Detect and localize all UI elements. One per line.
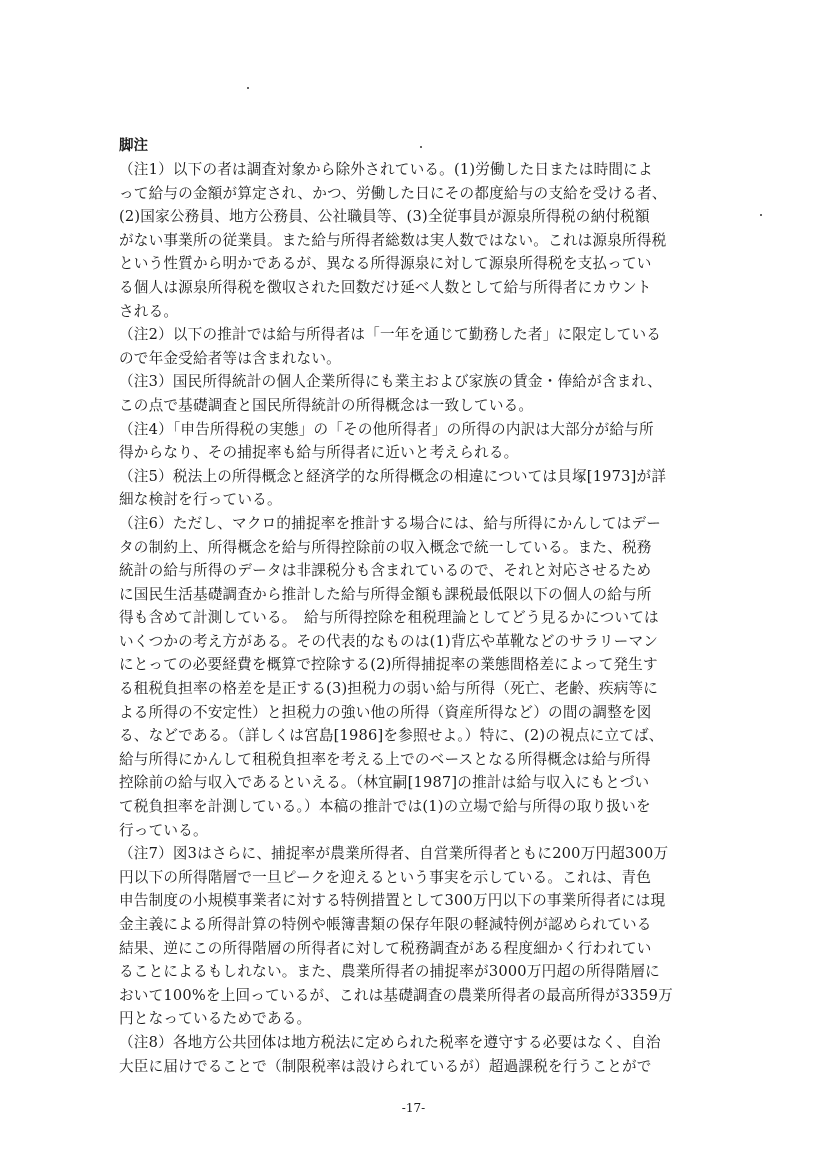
text-line: （注1）以下の者は調査対象から除外されている。(1)労働した日または時間によ (119, 161, 653, 178)
text-line: 給与所得にかんして租税負担率を考える上でのベースとなる所得概念は給与所得 (119, 750, 651, 768)
text-line: （注8）各地方公共団体は地方税法に定められた税率を遵守する必要はなく、自治 (119, 1033, 661, 1051)
text-line: がない事業所の従業員。また給与所得者総数は実人数ではない。これは源泉所得税 (119, 231, 667, 249)
scan-speck (760, 214, 762, 216)
text-line: （注2）以下の推計では給与所得者は「一年を通じて勤務した者」に限定している (119, 326, 662, 344)
text-line: （注4）「申告所得税の実態」の「その他所得者」の所得の内訳は大部分が給与所 (119, 420, 654, 438)
text-line: 申告制度の小規模事業者に対する特例措置として300万円以下の事業所得者には現 (119, 892, 666, 910)
text-line: よる所得の不安定性）と担税力の強い他の所得（資産所得など）の間の調整を図 (119, 703, 652, 721)
footnotes-heading: 脚注 (119, 137, 148, 154)
text-line: （注3）国民所得統計の個人企業所得にも業主および家族の賃金・俸給が含まれ、 (119, 373, 662, 391)
text-line: ので年金受給者等は含まれない。 (119, 349, 341, 367)
text-line: 行っている。 (119, 821, 208, 839)
text-line: （注6）ただし、マクロ的捕捉率を推計する場合には、給与所得にかんしてはデー (119, 514, 662, 532)
text-line: 結果、逆にこの所得階層の所得者に対して税務調査がある程度細かく行われてい (119, 939, 652, 957)
text-line: 統計の給与所得のデータは非課税分も含まれているので、それと対応させるため (119, 562, 652, 580)
text-line: る個人は源泉所得税を徴収された回数だけ延べ人数として給与所得者にカウント (119, 278, 652, 296)
text-line: て税負担率を計測している。）本稿の推計では(1)の立場で給与所得の取り扱いを (119, 798, 651, 816)
footnotes-body (119, 158, 725, 1102)
text-line: にとっての必要経費を概算で控除する(2)所得捕捉率の業態間格差によって発生す (119, 656, 658, 674)
scan-speck (420, 146, 422, 148)
page-number: -17- (401, 1101, 426, 1115)
text-line: 得からなり、その捕捉率も給与所得者に近いと考えられる。 (119, 444, 519, 462)
text-line: 細な検討を行っている。 (119, 491, 282, 509)
text-line: この点で基礎調査と国民所得統計の所得概念は一致している。 (119, 396, 534, 414)
scan-speck (247, 87, 249, 89)
text-line: という性質から明かであるが、異なる所得源泉に対して源泉所得税を支払ってい (119, 255, 652, 273)
text-line: 円以下の所得階層で一旦ピークを迎えるという事実を示している。これは、青色 (119, 868, 651, 886)
text-line: 控除前の給与収入であるといえる。（林宜嗣[1987]の推計は給与収入にもとづい (119, 774, 650, 792)
text-line: （注7）図3はさらに、捕捉率が農業所得者、自営業所得者ともに200万円超300万 (119, 845, 669, 863)
text-line: る租税負担率の格差を是正する(3)担税力の弱い給与所得（死亡、老齢、疾病等に (119, 680, 659, 698)
text-line: 大臣に届けでることで（制限税率は設けられているが）超過課税を行うことがで (119, 1057, 652, 1075)
text-line: おいて100%を上回っているが、これは基礎調査の農業所得者の最高所得が3359万 (119, 986, 673, 1004)
text-line: に国民生活基礎調査から推計した給与所得金額も課税最低限以下の個人の給与所 (119, 585, 652, 603)
text-line: 金主義による所得計算の特例や帳簿書類の保存年限の軽減特例が認められている (119, 916, 652, 933)
text-line: 円となっているためである。 (119, 1010, 312, 1028)
text-line: （注5）税法上の所得概念と経済学的な所得概念の相違については貝塚[1973]が詳 (119, 467, 667, 485)
text-line: いくつかの考え方がある。その代表的なものは(1)背広や革靴などのサラリーマン (119, 632, 659, 650)
text-line: タの制約上、所得概念を給与所得控除前の収入概念で統一している。また、税務 (119, 538, 652, 556)
text-line: って給与の金額が算定され、かつ、労働した日にその都度給与の支給を受ける者、 (119, 184, 667, 202)
text-line: ることによるもしれない。また、農業所得者の捕捉率が3000万円超の所得階層に (119, 963, 660, 981)
text-line: (2)国家公務員、地方公務員、公社職員等、(3)全従事員が源泉所得税の納付税額 (119, 208, 650, 226)
text-line: 得も含めて計測している。 給与所得控除を租税理論としてどう見るかについては (119, 609, 659, 627)
text-line: る、などである。（詳しくは宮島[1986]を参照せよ。）特に、(2)の視点に立てば、 (119, 727, 664, 745)
text-line: される。 (119, 302, 179, 320)
text-line (119, 1078, 725, 1102)
